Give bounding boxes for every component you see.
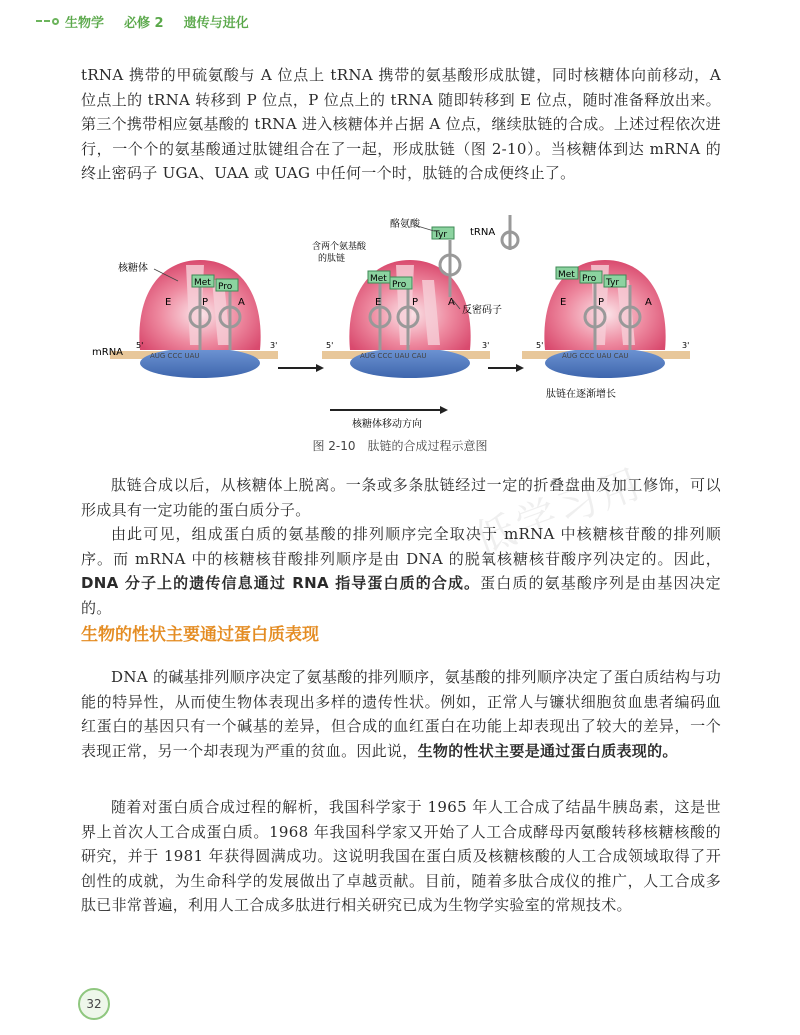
site-p-2: P — [412, 297, 419, 308]
running-header — [36, 10, 249, 32]
figure-peptide-synthesis — [90, 205, 710, 435]
paragraph-3: 由此可见，组成蛋白质的氨基酸的排列顺序完全取决于 mRNA 中核糖核苷酸的排列顺序。而 mRNA 中的核糖核苷酸排列顺序是由 DNA 的脱氧核糖核苷酸序列决定的。因此，DNA 分子上的遗传信息通过 RNA 指导蛋白质的合成。蛋白质的氨基酸序列是由基因决定的。 — [81, 525, 721, 617]
svg-text:Met: Met — [558, 270, 575, 280]
site-e-2: E — [375, 297, 382, 308]
key-sentence-1: DNA 分子上的遗传信息通过 RNA 指导蛋白质的合成。 — [81, 574, 481, 592]
svg-text:P: P — [598, 297, 605, 308]
paragraph-1: tRNA 携带的甲硫氨酸与 A 位点上 tRNA 携带的氨基酸形成肽键，同时核糖体向前移动，A 位点上的 tRNA 转移到 P 位点，P 位点上的 tRNA 随即转移到 E 位点，随时准备释放出来。第三个携带相应氨基酸的 tRNA 进入核糖体并占据 A 位点，继续肽链的合成。上述过程依次进行，一个个的氨基酸通过肽键组合在了一起，形成肽链（图 2-10）。当核糖体到达 mRNA 的终止密码子 UGA、UAA 或 UAG 中任何一个时，肽链的合成便终止了。 — [81, 66, 721, 182]
label-trna: tRNA — [470, 227, 496, 238]
label-growing: 肽链在逐渐增长 — [546, 389, 616, 400]
released-trna — [502, 215, 518, 250]
ribosome-1 — [139, 260, 260, 378]
svg-text:Tyr: Tyr — [606, 278, 620, 288]
svg-text:5': 5' — [136, 341, 144, 350]
svg-text:3': 3' — [482, 341, 490, 350]
svg-text:Pro: Pro — [392, 280, 407, 290]
svg-text:Tyr: Tyr — [434, 230, 448, 240]
svg-text:3': 3' — [682, 341, 690, 350]
codons-2: AUG CCC UAU CAU — [360, 352, 427, 360]
key-sentence-2: 生物的性状主要是通过蛋白质表现的。 — [417, 741, 678, 760]
site-a-2: A — [448, 297, 455, 308]
direction-arrow-icon — [330, 406, 448, 414]
paragraph-5: 随着对蛋白质合成过程的解析，我国科学家于 1965 年人工合成了结晶牛胰岛素，这是世界上首次人工合成蛋白质。1968 年我国科学家又开始了人工合成酵母丙氨酸转移核糖核酸的研究，并于 1981 年获得圆满成功。这说明我国在蛋白质及核糖核酸的人工合成领域取得了开创性的成就，为生命科学的发展做出了卓越贡献。目前，随着多肽合成仪的推广，人工合成多肽已非常普遍，利用人工合成多肽进行相关研究已成为生物学实验室的常规技术。 — [81, 798, 721, 914]
svg-text:Met: Met — [370, 274, 387, 284]
site-e-1: E — [165, 297, 172, 308]
paragraph-4: DNA 的碱基排列顺序决定了氨基酸的排列顺序，氨基酸的排列顺序决定了蛋白质结构与功能的特异性，从而使生物体表现出多样的遗传性状。例如，正常人与镰状细胞贫血患者编码血红蛋白的基因只有一个碱基的差异，但合成的血红蛋白在功能上却表现出了较大的差异，一个表现正常，另一个却表现为严重的贫血。因此说，生物的性状主要是通过蛋白质表现的。 — [81, 668, 721, 760]
arrow-right-icon — [488, 364, 524, 372]
svg-text:A: A — [645, 297, 652, 308]
watermark: 低学习用 — [468, 460, 650, 564]
svg-text:5': 5' — [326, 341, 334, 350]
codons-3: AUG CCC UAU CAU — [562, 352, 629, 360]
svg-text:Pro: Pro — [582, 274, 597, 284]
svg-text:5': 5' — [536, 341, 544, 350]
svg-text:3': 3' — [270, 341, 278, 350]
header-book: 必修 2 — [124, 15, 164, 31]
codons-1: AUG CCC UAU — [150, 352, 200, 360]
site-p-1: P — [202, 297, 209, 308]
paragraph-2: 肽链合成以后，从核糖体上脱离。一条或多条肽链经过一定的折叠盘曲及加工修饰，可以形成具有一定功能的蛋白质分子。 — [81, 476, 721, 519]
svg-text:的肽链: 的肽链 — [318, 254, 346, 264]
section-title: 生物的性状主要通过蛋白质表现 — [81, 625, 319, 645]
arrow-right-icon — [278, 364, 324, 372]
label-ribosome: 核糖体 — [118, 263, 148, 274]
label-peptide-two: 含两个氨基酸 — [312, 242, 367, 252]
svg-text:Met: Met — [194, 278, 211, 288]
header-chapter: 遗传与进化 — [183, 15, 249, 31]
header-ornament-icon — [36, 18, 59, 25]
site-a-1: A — [238, 297, 245, 308]
label-aminoacyl: 酪氨酸 — [390, 219, 420, 230]
label-direction: 核糖体移动方向 — [352, 419, 422, 430]
figure-caption: 图 2-10 肽链的合成过程示意图 — [312, 439, 488, 453]
header-subject: 生物学 — [65, 15, 105, 31]
label-anticodon: 反密码子 — [462, 305, 502, 316]
label-mrna: mRNA — [92, 347, 124, 358]
svg-text:E: E — [560, 297, 567, 308]
page-number: 32 — [78, 988, 110, 1020]
svg-text:Pro: Pro — [218, 282, 233, 292]
